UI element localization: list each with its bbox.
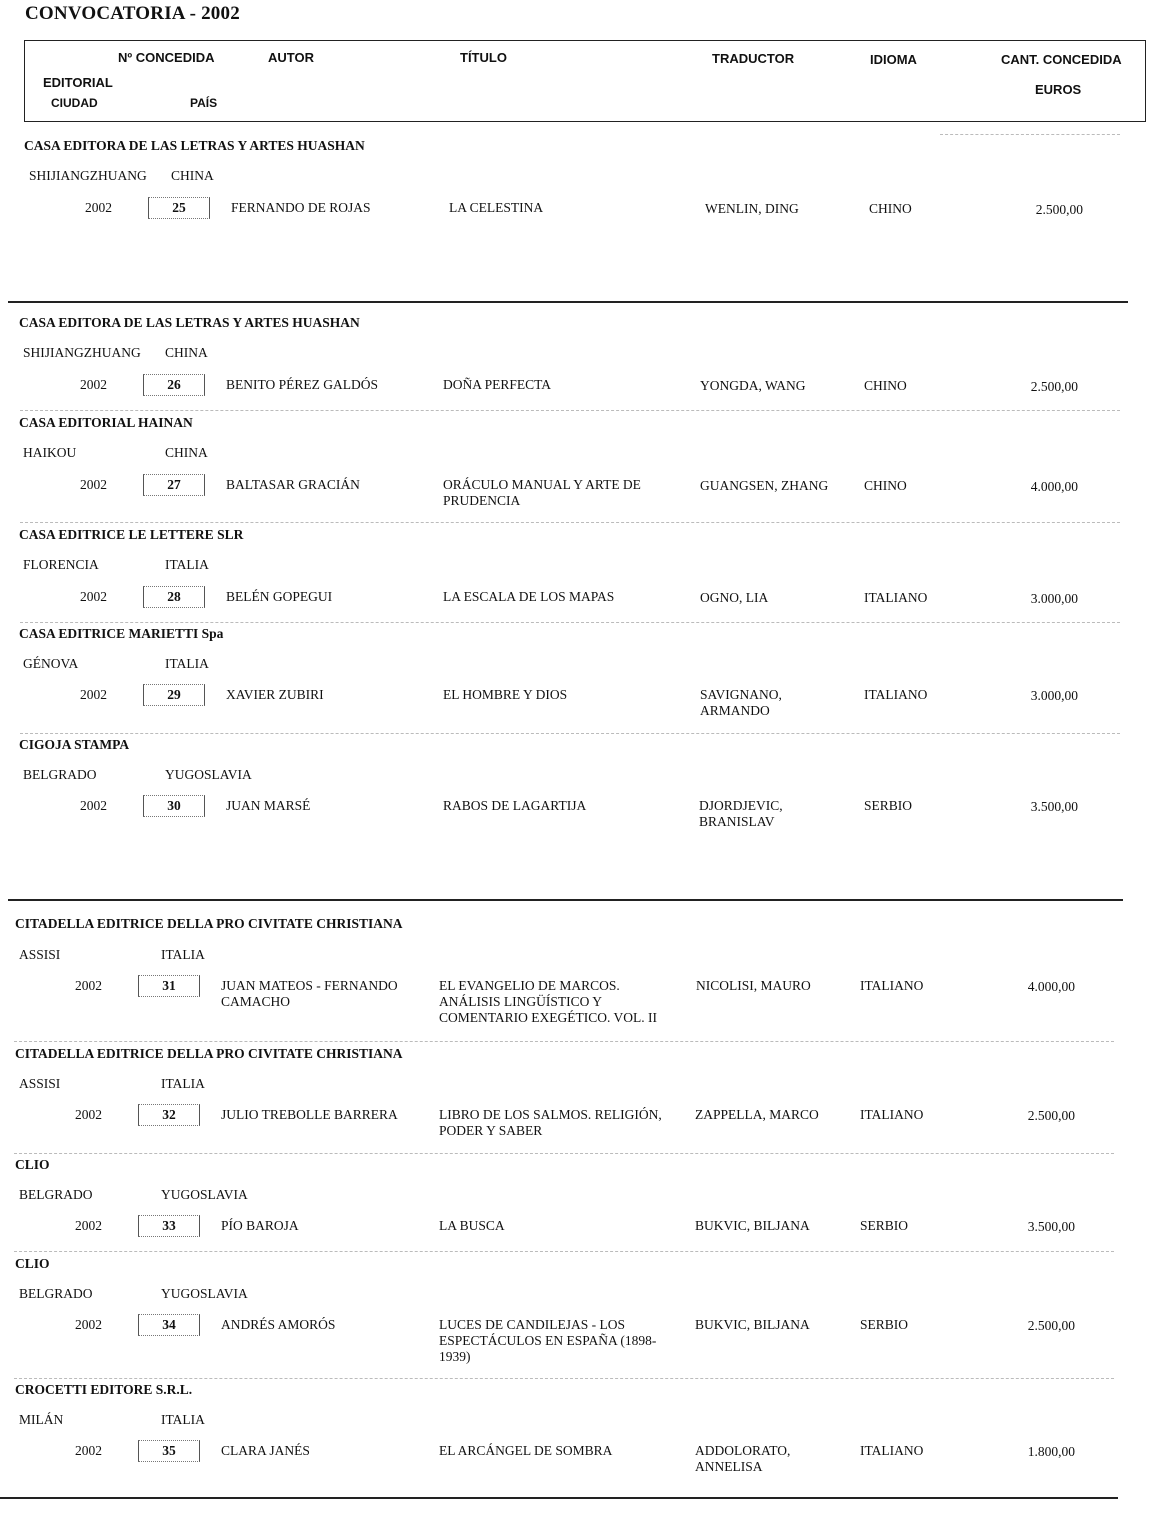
country: YUGOSLAVIA (165, 767, 252, 782)
year: 2002 (75, 1218, 102, 1233)
translator: NICOLISI, MAURO (696, 978, 811, 993)
grant-number: 30 (143, 795, 205, 817)
book-title: LIBRO DE LOS SALMOS. RELIGIÓN, PODER Y SABER (439, 1107, 662, 1138)
dashed-divider (20, 522, 1120, 523)
language: CHINO (869, 201, 912, 216)
book-title: LUCES DE CANDILEJAS - LOS ESPECTÁCULOS EN ESPAÑA (1898-1939) (439, 1317, 657, 1364)
book-title: ORÁCULO MANUAL Y ARTE DE PRUDENCIA (443, 477, 641, 508)
publisher-name: CASA EDITRICE LE LETTERE SLR (19, 527, 244, 542)
header-ciudad: CIUDAD (51, 96, 98, 110)
year: 2002 (80, 687, 107, 702)
city: SHIJIANGZHUANG (29, 168, 147, 183)
year: 2002 (75, 1443, 102, 1458)
translator: WENLIN, DING (705, 201, 799, 216)
amount: 4.000,00 (1030, 479, 1078, 494)
header-pais: PAÍS (190, 96, 218, 110)
language: SERBIO (864, 798, 913, 813)
grant-number: 29 (143, 684, 205, 706)
book-title: LA BUSCA (439, 1218, 505, 1233)
author: PÍO BAROJA (221, 1218, 299, 1233)
amount: 3.500,00 (1027, 1219, 1075, 1234)
publisher-name: CIGOJA STAMPA (19, 737, 130, 752)
amount: 3.000,00 (1030, 591, 1078, 606)
country: ITALIA (165, 557, 209, 572)
city: BELGRADO (19, 1187, 93, 1202)
section-separator (8, 301, 1128, 303)
country: YUGOSLAVIA (161, 1187, 248, 1202)
book-title: RABOS DE LAGARTIJA (443, 798, 587, 813)
grant-number: 33 (138, 1215, 200, 1237)
author: JUAN MATEOS - FERNANDO CAMACHO (221, 978, 398, 1009)
grant-number: 34 (138, 1314, 200, 1336)
section-separator (0, 1497, 1118, 1499)
publisher-name: CITADELLA EDITRICE DELLA PRO CIVITATE CHRISTIANA (15, 1046, 403, 1061)
translator: SAVIGNANO, ARMANDO (700, 687, 782, 718)
translator: YONGDA, WANG (700, 378, 806, 393)
grant-record (0, 138, 1160, 238)
author: CLARA JANÉS (221, 1443, 310, 1458)
city: SHIJIANGZHUANG (23, 345, 141, 360)
year: 2002 (80, 377, 107, 392)
page-title: CONVOCATORIA - 2002 (25, 3, 240, 24)
grant-number: 26 (143, 374, 205, 396)
book-title: EL EVANGELIO DE MARCOS. ANÁLISIS LINGÜÍSTICO Y COMENTARIO EXEGÉTICO. VOL. II (439, 978, 658, 1025)
city: HAIKOU (23, 445, 77, 460)
grant-record (0, 415, 1160, 515)
grant-record (0, 737, 1160, 837)
amount: 2.500,00 (1035, 202, 1083, 217)
language: ITALIANO (860, 978, 924, 993)
author: JULIO TREBOLLE BARRERA (221, 1107, 398, 1122)
amount: 3.000,00 (1030, 688, 1078, 703)
header-autor: AUTOR (268, 50, 314, 65)
country: YUGOSLAVIA (161, 1286, 248, 1301)
city: BELGRADO (19, 1286, 93, 1301)
grant-number: 35 (138, 1440, 200, 1462)
translator: GUANGSEN, ZHANG (700, 478, 829, 493)
year: 2002 (80, 589, 107, 604)
amount: 2.500,00 (1030, 379, 1078, 394)
author: BELÉN GOPEGUI (226, 589, 333, 604)
city: ASSISI (19, 947, 61, 962)
amount: 2.500,00 (1027, 1318, 1075, 1333)
translator: OGNO, LIA (700, 590, 769, 605)
year: 2002 (75, 1107, 102, 1122)
dashed-divider (14, 1378, 1114, 1379)
language: SERBIO (860, 1317, 909, 1332)
country: ITALIA (161, 947, 205, 962)
publisher-name: CASA EDITORA DE LAS LETRAS Y ARTES HUASHAN (24, 138, 365, 153)
country: CHINA (171, 168, 214, 183)
dashed-divider (14, 1041, 1114, 1042)
year: 2002 (80, 798, 107, 813)
book-title: EL ARCÁNGEL DE SOMBRA (439, 1443, 613, 1458)
language: ITALIANO (860, 1443, 924, 1458)
dashed-divider (940, 134, 1120, 135)
author: ANDRÉS AMORÓS (221, 1317, 336, 1332)
country: CHINA (165, 445, 208, 460)
translator: ZAPPELLA, MARCO (695, 1107, 819, 1122)
publisher-name: CLIO (15, 1157, 50, 1172)
language: ITALIANO (860, 1107, 924, 1122)
year: 2002 (75, 978, 102, 993)
country: ITALIA (161, 1076, 205, 1091)
author: JUAN MARSÉ (226, 798, 311, 813)
language: ITALIANO (864, 590, 928, 605)
grant-record (0, 1046, 1160, 1146)
header-cant-concedida: CANT. CONCEDIDA (1001, 52, 1122, 67)
publisher-name: CITADELLA EDITRICE DELLA PRO CIVITATE CHRISTIANA (15, 916, 403, 931)
translator: BUKVIC, BILJANA (695, 1317, 810, 1332)
grant-record (0, 315, 1160, 415)
city: GÉNOVA (23, 656, 79, 671)
city: FLORENCIA (23, 557, 99, 572)
language: ITALIANO (864, 687, 928, 702)
publisher-name: CASA EDITORIAL HAINAN (19, 415, 193, 430)
amount: 1.800,00 (1027, 1444, 1075, 1459)
grant-record (0, 1256, 1160, 1364)
country: ITALIA (165, 656, 209, 671)
country: CHINA (165, 345, 208, 360)
section-separator (8, 899, 1123, 901)
grant-record (0, 1382, 1160, 1482)
translator: DJORDJEVIC, BRANISLAV (699, 798, 783, 829)
header-traductor: TRADUCTOR (712, 51, 795, 66)
grant-number: 25 (148, 197, 210, 219)
author: FERNANDO DE ROJAS (231, 200, 371, 215)
year: 2002 (85, 200, 112, 215)
author: BALTASAR GRACIÁN (226, 477, 360, 492)
grant-number: 27 (143, 474, 205, 496)
amount: 3.500,00 (1030, 799, 1078, 814)
book-title: DOÑA PERFECTA (443, 377, 552, 392)
publisher-name: CROCETTI EDITORE S.R.L. (15, 1382, 193, 1397)
book-title: LA CELESTINA (449, 200, 544, 215)
header-n-concedida: Nº CONCEDIDA (118, 50, 215, 65)
book-title: LA ESCALA DE LOS MAPAS (443, 589, 615, 604)
city: BELGRADO (23, 767, 97, 782)
year: 2002 (75, 1317, 102, 1332)
amount: 4.000,00 (1027, 979, 1075, 994)
city: MILÁN (19, 1412, 64, 1427)
grant-number: 32 (138, 1104, 200, 1126)
amount: 2.500,00 (1027, 1108, 1075, 1123)
author: XAVIER ZUBIRI (226, 687, 324, 702)
header-editorial: EDITORIAL (43, 75, 113, 90)
publisher-name: CLIO (15, 1256, 50, 1271)
header-titulo: TÍTULO (460, 50, 507, 65)
city: ASSISI (19, 1076, 61, 1091)
grant-record (0, 626, 1160, 726)
header-idioma: IDIOMA (870, 52, 917, 67)
translator: BUKVIC, BILJANA (695, 1218, 810, 1233)
grant-record (0, 916, 1160, 1025)
country: ITALIA (161, 1412, 205, 1427)
dashed-divider (14, 1153, 1114, 1154)
language: CHINO (864, 378, 907, 393)
language: SERBIO (860, 1218, 909, 1233)
dashed-divider (20, 733, 1120, 734)
grant-number: 28 (143, 586, 205, 608)
grant-record (0, 527, 1160, 627)
translator: ADDOLORATO, ANNELISA (695, 1443, 791, 1474)
year: 2002 (80, 477, 107, 492)
grant-record (0, 1157, 1160, 1257)
header-euros: EUROS (1035, 82, 1082, 97)
author: BENITO PÉREZ GALDÓS (226, 377, 379, 392)
language: CHINO (864, 478, 907, 493)
publisher-name: CASA EDITORA DE LAS LETRAS Y ARTES HUASHAN (19, 315, 360, 330)
publisher-name: CASA EDITRICE MARIETTI Spa (19, 626, 224, 641)
book-title: EL HOMBRE Y DIOS (443, 687, 568, 702)
grant-number: 31 (138, 975, 200, 997)
